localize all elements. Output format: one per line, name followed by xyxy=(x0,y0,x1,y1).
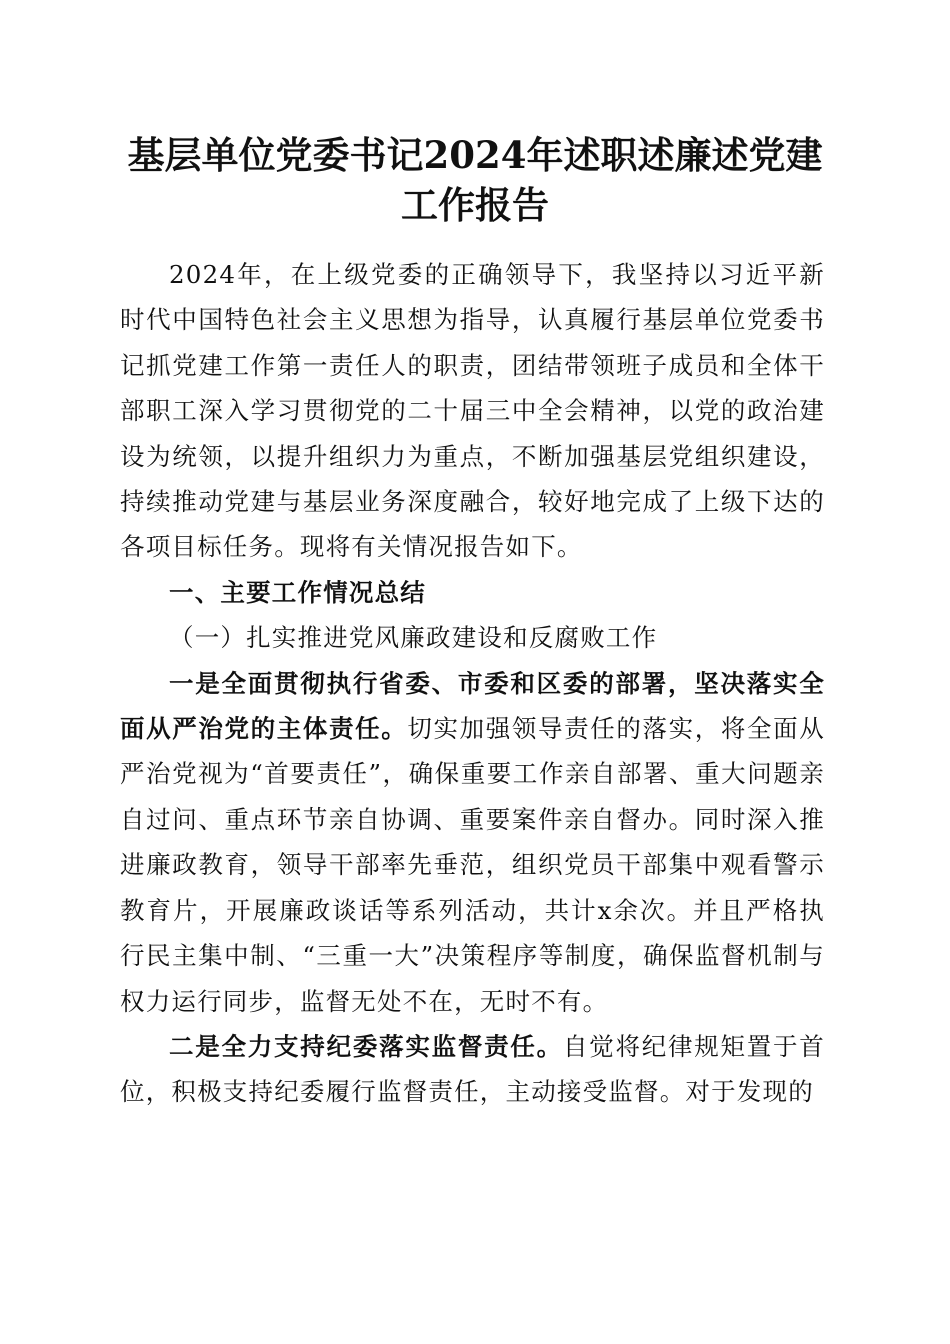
document-body xyxy=(120,252,825,1115)
paragraph-1 xyxy=(120,661,825,1024)
paragraph-2-lead: 二是全力支持纪委落实监督责任。 xyxy=(169,1031,563,1061)
document-title: 基层单位党委书记2024年述职述廉述党建工作报告 xyxy=(127,133,823,227)
paragraph-2-body: 自觉将纪律规矩置于首位，积极支持纪委履行监督责任，主动接受监督。对于发现的 xyxy=(120,1031,825,1107)
paragraph-1-body: 切实加强领导责任的落实，将全面从严治党视为“首要责任”，确保重要工作亲自部署、重大问题亲自过问、重点环节亲自协调、重要案件亲自督办。同时深入推进廉政教育，领导干部率先垂范，组织党员干部集中观看警示教育片，开展廉政谈话等系列活动，共计x余次。并且严格执行民主集中制、“三重一大”决策程序等制度，确保监督机制与权力运行同步，监督无处不在，无时不有。 xyxy=(120,714,826,1016)
subsection-heading: （一）扎实推进党风廉政建设和反腐败工作 xyxy=(169,623,658,653)
paragraph-2 xyxy=(120,1024,825,1115)
section-heading: 一、主要工作情况总结 xyxy=(169,577,426,607)
intro-paragraph: 2024年，在上级党委的正确领导下，我坚持以习近平新时代中国特色社会主义思想为指导，认真履行基层单位党委书记抓党建工作第一责任人的职责，团结带领班子成员和全体干部职工深入学习贯彻党的二十届三中全会精神，以党的政治建设为统领，以提升组织力为重点，不断加强基层党组织建设，持续推动党建与基层业务深度融合，较好地完成了上级下达的各项目标任务。现将有关情况报告如下。 xyxy=(120,260,825,562)
paragraph-1-lead: 一是全面贯彻执行省委、市委和区委的部署，坚决落实全面从严治党的主体责任。 xyxy=(120,668,825,744)
